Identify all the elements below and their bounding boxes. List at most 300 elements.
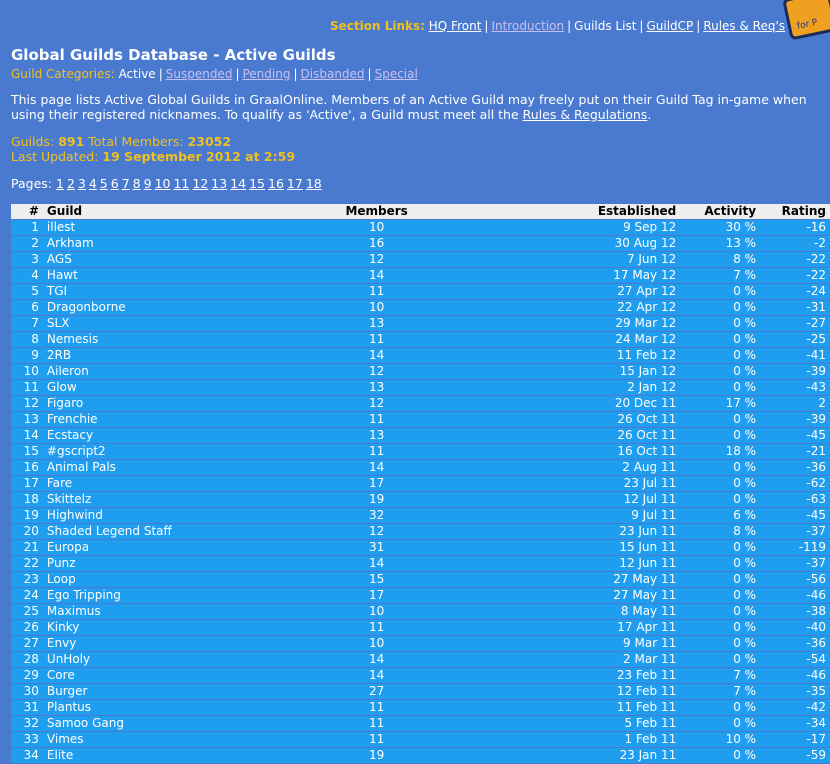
page-link-9[interactable]: 9: [143, 176, 152, 191]
established-date: 22 Apr 12: [491, 300, 680, 315]
guild-stats: [11, 134, 295, 164]
activity-value: 0 %: [680, 476, 760, 491]
activity-value: 0 %: [680, 316, 760, 331]
members-count: 13: [262, 380, 491, 395]
guild-name: Figaro: [43, 396, 262, 411]
guild-categories: [11, 67, 418, 81]
category-separator: |: [293, 67, 298, 81]
guilds-table: [11, 203, 830, 764]
rating-value: -35: [760, 684, 830, 699]
section-link-rules-req-s[interactable]: Rules & Req's: [703, 19, 786, 33]
page-title: Global Guilds Database - Active Guilds: [11, 46, 336, 64]
activity-value: 0 %: [680, 412, 760, 427]
members-count: 15: [262, 572, 491, 587]
page-link-5[interactable]: 5: [99, 176, 108, 191]
guild-name: Europa: [43, 540, 262, 555]
row-number: 26: [11, 620, 43, 635]
guild-name: Animal Pals: [43, 460, 262, 475]
total-members-label: Total Members:: [88, 134, 184, 149]
activity-value: 0 %: [680, 588, 760, 603]
table-row: [11, 572, 830, 587]
table-row: [11, 652, 830, 667]
guild-name: Glow: [43, 380, 262, 395]
established-date: 27 May 11: [491, 588, 680, 603]
rating-value: -22: [760, 252, 830, 267]
established-date: 30 Aug 12: [491, 236, 680, 251]
established-date: 15 Jan 12: [491, 364, 680, 379]
section-link-introduction[interactable]: Introduction: [491, 19, 565, 33]
members-count: 11: [262, 332, 491, 347]
rating-value: -46: [760, 668, 830, 683]
established-date: 20 Dec 11: [491, 396, 680, 411]
rating-value: 2: [760, 396, 830, 411]
established-date: 5 Feb 11: [491, 716, 680, 731]
activity-value: 30 %: [680, 220, 760, 235]
page-description: [11, 92, 811, 122]
table-row: [11, 348, 830, 363]
rating-value: -63: [760, 492, 830, 507]
table-row: [11, 620, 830, 635]
rating-value: -119: [760, 540, 830, 555]
row-number: 1: [11, 220, 43, 235]
row-number: 23: [11, 572, 43, 587]
members-count: 11: [262, 732, 491, 747]
row-number: 12: [11, 396, 43, 411]
guild-name: Arkham: [43, 236, 262, 251]
rating-value: -62: [760, 476, 830, 491]
rating-value: -54: [760, 652, 830, 667]
members-count: 14: [262, 668, 491, 683]
activity-value: 8 %: [680, 524, 760, 539]
row-number: 33: [11, 732, 43, 747]
members-count: 12: [262, 364, 491, 379]
rating-value: -36: [760, 636, 830, 651]
activity-value: 0 %: [680, 748, 760, 763]
established-date: 27 May 11: [491, 572, 680, 587]
established-date: 2 Mar 11: [491, 652, 680, 667]
members-count: 12: [262, 524, 491, 539]
table-row: [11, 460, 830, 475]
site-logo[interactable]: [782, 0, 830, 41]
activity-value: 0 %: [680, 556, 760, 571]
guilds-count-label: Guilds:: [11, 134, 55, 149]
guild-name: Dragonborne: [43, 300, 262, 315]
guild-name: Samoo Gang: [43, 716, 262, 731]
rating-value: -27: [760, 316, 830, 331]
rating-value: -38: [760, 604, 830, 619]
established-date: 23 Jul 11: [491, 476, 680, 491]
guild-name: TGI: [43, 284, 262, 299]
table-row: [11, 604, 830, 619]
established-date: 12 Jun 11: [491, 556, 680, 571]
activity-value: 0 %: [680, 700, 760, 715]
table-row: [11, 476, 830, 491]
table-row: [11, 236, 830, 251]
members-count: 10: [262, 220, 491, 235]
row-number: 30: [11, 684, 43, 699]
table-row: [11, 668, 830, 683]
row-number: 9: [11, 348, 43, 363]
activity-value: 17 %: [680, 396, 760, 411]
row-number: 34: [11, 748, 43, 763]
established-date: 23 Jun 11: [491, 524, 680, 539]
page-link-14[interactable]: 14: [230, 176, 247, 191]
established-date: 7 Jun 12: [491, 252, 680, 267]
row-number: 18: [11, 492, 43, 507]
table-row: [11, 684, 830, 699]
members-count: 14: [262, 556, 491, 571]
category-pending[interactable]: Pending: [242, 67, 291, 81]
page-link-15[interactable]: 15: [249, 176, 265, 191]
established-date: 26 Oct 11: [491, 412, 680, 427]
members-count: 14: [262, 652, 491, 667]
row-number: 13: [11, 412, 43, 427]
members-count: 13: [262, 428, 491, 443]
activity-value: 0 %: [680, 348, 760, 363]
guild-name: illest: [43, 220, 262, 235]
activity-value: 0 %: [680, 652, 760, 667]
table-row: [11, 492, 830, 507]
section-link-guildcp[interactable]: GuildCP: [646, 19, 694, 33]
table-row: [11, 540, 830, 555]
page-link-6[interactable]: 6: [110, 176, 119, 191]
row-number: 10: [11, 364, 43, 379]
guild-name: Vimes: [43, 732, 262, 747]
category-separator: |: [158, 67, 163, 81]
members-count: 10: [262, 604, 491, 619]
guilds-count-value: 891: [58, 134, 85, 149]
column-header-number: #: [11, 204, 43, 219]
row-number: 24: [11, 588, 43, 603]
row-number: 5: [11, 284, 43, 299]
page-link-12[interactable]: 12: [192, 176, 209, 191]
guild-name: Aileron: [43, 364, 262, 379]
row-number: 22: [11, 556, 43, 571]
rating-value: -45: [760, 428, 830, 443]
members-count: 32: [262, 508, 491, 523]
established-date: 29 Mar 12: [491, 316, 680, 331]
row-number: 8: [11, 332, 43, 347]
column-header-members: Members: [262, 204, 491, 219]
table-row: [11, 316, 830, 331]
category-separator: |: [367, 67, 372, 81]
guild-name: 2RB: [43, 348, 262, 363]
established-date: 12 Feb 11: [491, 684, 680, 699]
rating-value: -42: [760, 700, 830, 715]
page-link-16[interactable]: 16: [268, 176, 284, 191]
description-text: This page lists Active Global Guilds in GraalOnline. Members of an Active Guild may freely put on their Guild Tag in-game when using their registered nicknames. To qualify as 'Active', a Guild must meet all the: [11, 92, 807, 122]
activity-value: 0 %: [680, 300, 760, 315]
activity-value: 0 %: [680, 492, 760, 507]
guild-categories-label: Guild Categories:: [11, 67, 115, 81]
established-date: 11 Feb 11: [491, 700, 680, 715]
members-count: 19: [262, 492, 491, 507]
guild-name: Kinky: [43, 620, 262, 635]
row-number: 25: [11, 604, 43, 619]
page-link-11[interactable]: 11: [173, 176, 190, 191]
members-count: 13: [262, 316, 491, 331]
column-header-rating: Rating: [760, 204, 830, 219]
table-row: [11, 732, 830, 747]
activity-value: 7 %: [680, 268, 760, 283]
page-link-3[interactable]: 3: [77, 176, 86, 191]
activity-value: 0 %: [680, 604, 760, 619]
guild-name: Nemesis: [43, 332, 262, 347]
rating-value: -16: [760, 220, 830, 235]
last-updated-value: 19 September 2012 at 2:59: [102, 149, 296, 164]
category-separator: |: [235, 67, 240, 81]
guild-name: Core: [43, 668, 262, 683]
category-disbanded[interactable]: Disbanded: [300, 67, 365, 81]
row-number: 28: [11, 652, 43, 667]
rating-value: -43: [760, 380, 830, 395]
pagination-label: Pages:: [11, 176, 52, 191]
table-row: [11, 412, 830, 427]
activity-value: 13 %: [680, 236, 760, 251]
rating-value: -25: [760, 332, 830, 347]
page-link-2[interactable]: 2: [66, 176, 75, 191]
members-count: 11: [262, 620, 491, 635]
activity-value: 0 %: [680, 332, 760, 347]
members-count: 16: [262, 236, 491, 251]
page-link-4[interactable]: 4: [88, 176, 97, 191]
row-number: 31: [11, 700, 43, 715]
established-date: 24 Mar 12: [491, 332, 680, 347]
category-suspended[interactable]: Suspended: [165, 67, 233, 81]
row-number: 6: [11, 300, 43, 315]
page-link-8[interactable]: 8: [132, 176, 141, 191]
row-number: 32: [11, 716, 43, 731]
table-row: [11, 700, 830, 715]
rating-value: -21: [760, 444, 830, 459]
established-date: 16 Oct 11: [491, 444, 680, 459]
section-link-hq-front[interactable]: HQ Front: [428, 19, 482, 33]
table-row: [11, 268, 830, 283]
row-number: 15: [11, 444, 43, 459]
guild-name: Shaded Legend Staff: [43, 524, 262, 539]
members-count: 10: [262, 300, 491, 315]
members-count: 12: [262, 396, 491, 411]
description-end: .: [647, 107, 652, 122]
row-number: 20: [11, 524, 43, 539]
guild-name: Elite: [43, 748, 262, 763]
pagination: [11, 176, 325, 191]
members-count: 27: [262, 684, 491, 699]
last-updated-label: Last Updated:: [11, 149, 99, 164]
members-count: 14: [262, 348, 491, 363]
members-count: 14: [262, 460, 491, 475]
table-row: [11, 444, 830, 459]
section-links-label: Section Links:: [330, 19, 425, 33]
row-number: 7: [11, 316, 43, 331]
members-count: 17: [262, 588, 491, 603]
rating-value: -40: [760, 620, 830, 635]
members-count: 11: [262, 700, 491, 715]
established-date: 8 May 11: [491, 604, 680, 619]
members-count: 11: [262, 716, 491, 731]
established-date: 27 Apr 12: [491, 284, 680, 299]
rating-value: -37: [760, 524, 830, 539]
activity-value: 0 %: [680, 572, 760, 587]
rating-value: -22: [760, 268, 830, 283]
table-row: [11, 220, 830, 235]
rating-value: -41: [760, 348, 830, 363]
table-row: [11, 284, 830, 299]
rating-value: -36: [760, 460, 830, 475]
activity-value: 18 %: [680, 444, 760, 459]
guild-name: Highwind: [43, 508, 262, 523]
established-date: 23 Feb 11: [491, 668, 680, 683]
rating-value: -37: [760, 556, 830, 571]
established-date: 17 May 12: [491, 268, 680, 283]
activity-value: 6 %: [680, 508, 760, 523]
logo-text: for P: [796, 17, 819, 32]
guild-name: Hawt: [43, 268, 262, 283]
table-row: [11, 716, 830, 731]
table-row: [11, 508, 830, 523]
section-link-separator: |: [639, 19, 644, 33]
row-number: 14: [11, 428, 43, 443]
established-date: 9 Sep 12: [491, 220, 680, 235]
activity-value: 0 %: [680, 284, 760, 299]
page-link-17[interactable]: 17: [286, 176, 303, 191]
guild-name: Envy: [43, 636, 262, 651]
guild-name: Punz: [43, 556, 262, 571]
activity-value: 0 %: [680, 460, 760, 475]
activity-value: 7 %: [680, 684, 760, 699]
row-number: 4: [11, 268, 43, 283]
row-number: 17: [11, 476, 43, 491]
members-count: 10: [262, 636, 491, 651]
activity-value: 0 %: [680, 428, 760, 443]
established-date: 2 Aug 11: [491, 460, 680, 475]
members-count: 14: [262, 268, 491, 283]
section-link-separator: |: [484, 19, 489, 33]
page-link-18[interactable]: 18: [305, 176, 322, 191]
established-date: 2 Jan 12: [491, 380, 680, 395]
established-date: 17 Apr 11: [491, 620, 680, 635]
rating-value: -34: [760, 716, 830, 731]
guild-name: UnHoly: [43, 652, 262, 667]
rating-value: -46: [760, 588, 830, 603]
page-link-10[interactable]: 10: [154, 176, 171, 191]
rating-value: -39: [760, 364, 830, 379]
row-number: 29: [11, 668, 43, 683]
established-date: 9 Jul 11: [491, 508, 680, 523]
section-link-guilds-list: Guilds List: [574, 19, 637, 33]
members-count: 17: [262, 476, 491, 491]
table-row: [11, 380, 830, 395]
activity-value: 0 %: [680, 380, 760, 395]
section-links: [330, 19, 785, 33]
guild-name: #gscript2: [43, 444, 262, 459]
activity-value: 0 %: [680, 364, 760, 379]
guild-name: SLX: [43, 316, 262, 331]
activity-value: 0 %: [680, 540, 760, 555]
guild-name: Skittelz: [43, 492, 262, 507]
row-number: 3: [11, 252, 43, 267]
table-row: [11, 396, 830, 411]
activity-value: 0 %: [680, 716, 760, 731]
table-row: [11, 332, 830, 347]
members-count: 31: [262, 540, 491, 555]
rating-value: -17: [760, 732, 830, 747]
row-number: 27: [11, 636, 43, 651]
rating-value: -24: [760, 284, 830, 299]
guild-name: AGS: [43, 252, 262, 267]
row-number: 11: [11, 380, 43, 395]
rating-value: -2: [760, 236, 830, 251]
members-count: 11: [262, 412, 491, 427]
guild-name: Fare: [43, 476, 262, 491]
row-number: 2: [11, 236, 43, 251]
activity-value: 0 %: [680, 620, 760, 635]
section-link-separator: |: [567, 19, 572, 33]
section-link-separator: |: [696, 19, 701, 33]
column-header-guild: Guild: [43, 204, 262, 219]
table-row: [11, 636, 830, 651]
established-date: 15 Jun 11: [491, 540, 680, 555]
members-count: 11: [262, 444, 491, 459]
table-row: [11, 252, 830, 267]
established-date: 1 Feb 11: [491, 732, 680, 747]
column-header-activity: Activity: [680, 204, 760, 219]
table-row: [11, 556, 830, 571]
table-row: [11, 364, 830, 379]
established-date: 11 Feb 12: [491, 348, 680, 363]
rules-regulations-link[interactable]: Rules & Regulations: [522, 107, 648, 122]
established-date: 9 Mar 11: [491, 636, 680, 651]
members-count: 12: [262, 252, 491, 267]
guild-name: Ego Tripping: [43, 588, 262, 603]
total-members-value: 23052: [187, 134, 232, 149]
activity-value: 0 %: [680, 636, 760, 651]
members-count: 11: [262, 284, 491, 299]
established-date: 12 Jul 11: [491, 492, 680, 507]
table-row: [11, 428, 830, 443]
table-row: [11, 588, 830, 603]
guild-name: Ecstacy: [43, 428, 262, 443]
activity-value: 8 %: [680, 252, 760, 267]
table-row: [11, 300, 830, 315]
rating-value: -31: [760, 300, 830, 315]
guild-name: Burger: [43, 684, 262, 699]
members-count: 19: [262, 748, 491, 763]
rating-value: -56: [760, 572, 830, 587]
guild-name: Plantus: [43, 700, 262, 715]
row-number: 19: [11, 508, 43, 523]
guild-name: Loop: [43, 572, 262, 587]
rating-value: -39: [760, 412, 830, 427]
column-header-established: Established: [491, 204, 680, 219]
activity-value: 10 %: [680, 732, 760, 747]
rating-value: -59: [760, 748, 830, 763]
table-header-row: [11, 204, 830, 219]
guild-name: Maximus: [43, 604, 262, 619]
table-row: [11, 524, 830, 539]
category-special[interactable]: Special: [374, 67, 418, 81]
page-link-13[interactable]: 13: [211, 176, 228, 191]
row-number: 16: [11, 460, 43, 475]
page-link-7[interactable]: 7: [121, 176, 130, 191]
row-number: 21: [11, 540, 43, 555]
activity-value: 7 %: [680, 668, 760, 683]
established-date: 26 Oct 11: [491, 428, 680, 443]
established-date: 23 Jan 11: [491, 748, 680, 763]
page-link-1[interactable]: 1: [55, 176, 64, 191]
guild-name: Frenchie: [43, 412, 262, 427]
rating-value: -45: [760, 508, 830, 523]
